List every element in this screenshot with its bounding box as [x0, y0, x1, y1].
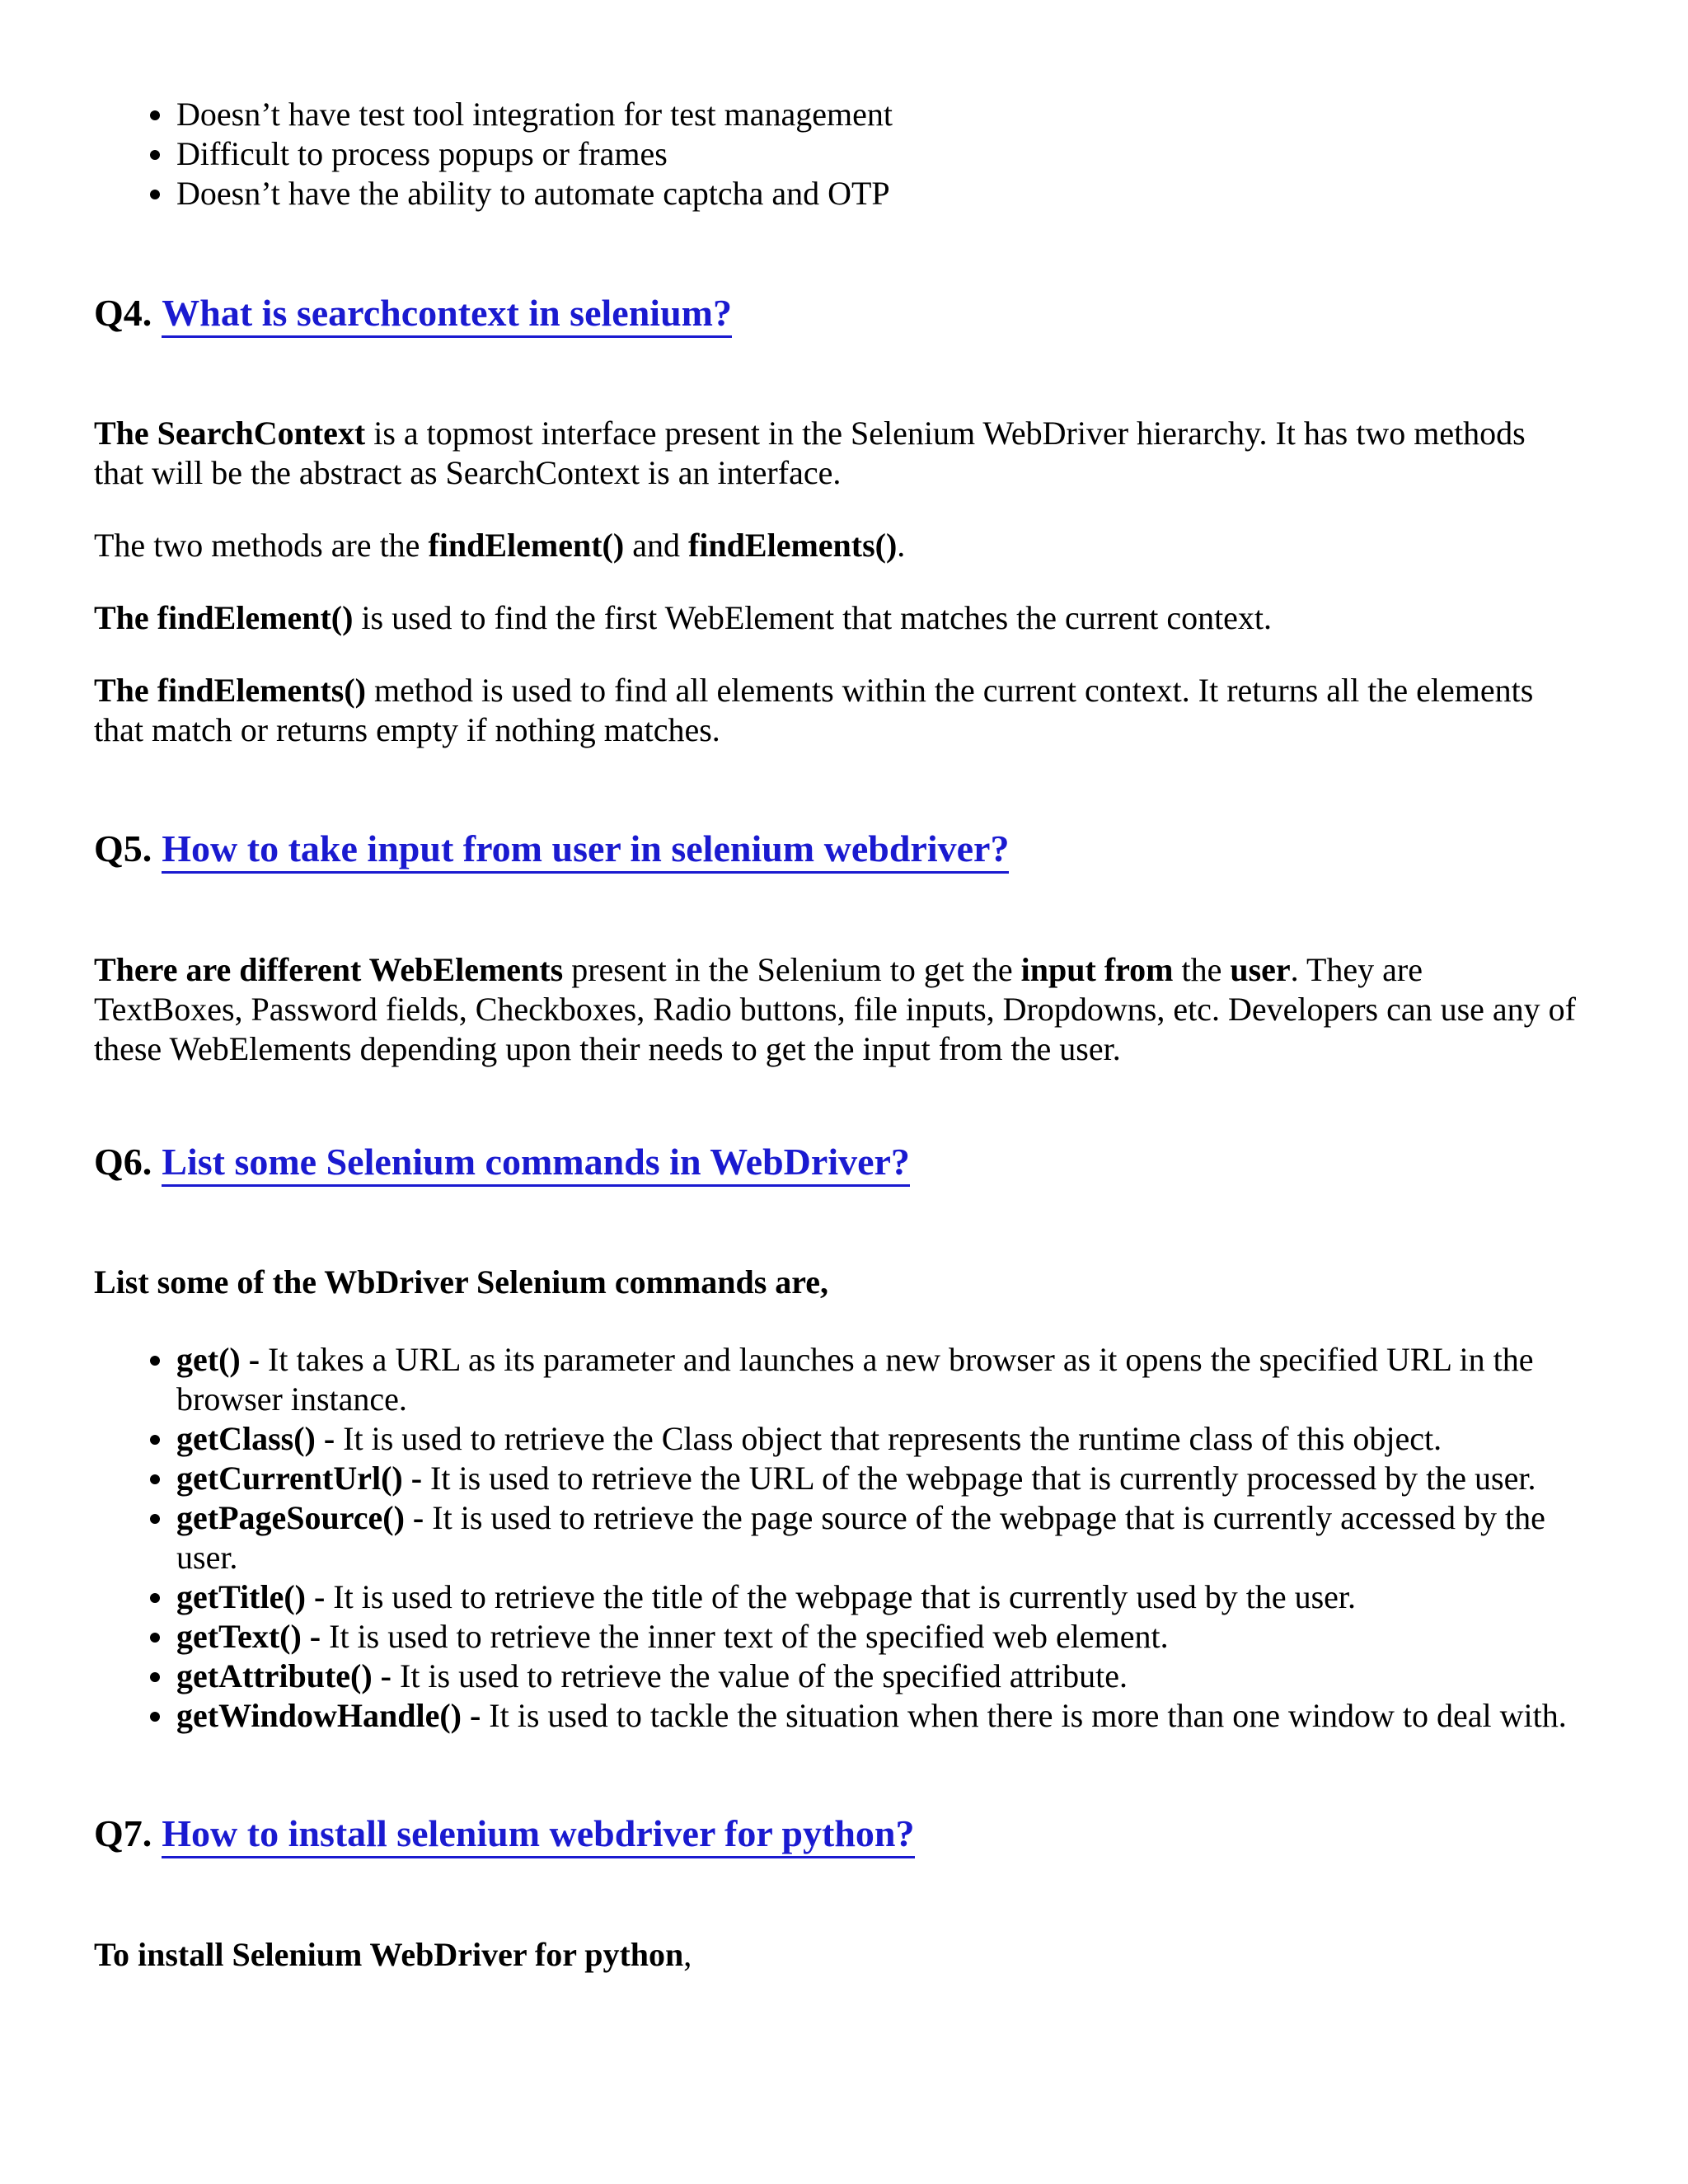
list-item: Doesn’t have the ability to automate captcha and OTP — [176, 174, 893, 213]
bullet-icon — [150, 1712, 160, 1722]
bullet-icon — [150, 1514, 160, 1524]
q5-paragraph: There are different WebElements present in the Selenium to get the input from the user. They are TextBoxes, Password fields, Checkboxes, Radio buttons, file inputs, Dropdowns, etc. Developers can use any of these WebElements depending upon their needs to get the input from the user. — [94, 951, 1576, 1067]
list-item: getTitle() - It is used to retrieve the title of the webpage that is currently used by the user. — [176, 1577, 1594, 1617]
bullet-icon — [150, 150, 160, 160]
q6-heading — [94, 1139, 910, 1185]
list-item: getCurrentUrl() - It is used to retrieve the URL of the webpage that is currently processed by the user. — [176, 1459, 1594, 1498]
bullet-icon — [150, 1593, 160, 1603]
bullet-icon — [150, 1435, 160, 1445]
list-item: getWindowHandle() - It is used to tackle the situation when there is more than one window to deal with. — [176, 1696, 1594, 1736]
bullet-icon — [150, 1633, 160, 1643]
bullet-icon — [150, 190, 160, 199]
list-item: get() - It takes a URL as its parameter and launches a new browser as it opens the specified URL in the browser instance. — [176, 1340, 1594, 1419]
list-item: getPageSource() - It is used to retrieve the page source of the webpage that is currently accessed by the user. — [176, 1498, 1594, 1577]
list-item: getAttribute() - It is used to retrieve the value of the specified attribute. — [176, 1657, 1594, 1696]
q5-heading — [94, 826, 1009, 872]
q5-number: Q5. — [94, 827, 152, 869]
bullet-icon — [150, 1672, 160, 1682]
bullet-icon — [150, 110, 160, 120]
q6-number: Q6. — [94, 1141, 152, 1183]
list-item: getText() - It is used to retrieve the inner text of the specified web element. — [176, 1617, 1594, 1657]
q6-title-link[interactable]: List some Selenium commands in WebDriver? — [162, 1141, 910, 1187]
q4-paragraph-1: The SearchContext is a topmost interface present in the Selenium WebDriver hierarchy. It has two methods that will be the abstract as SearchContext is an interface. — [94, 415, 1526, 491]
bullet-icon — [150, 1474, 160, 1484]
bullet-icon — [150, 1356, 160, 1366]
q7-heading — [94, 1811, 915, 1857]
q5-title-link[interactable]: How to take input from user in selenium webdriver? — [162, 827, 1009, 874]
q6-intro: List some of the WbDriver Selenium commands are, — [94, 1263, 829, 1301]
q7-title-link[interactable]: How to install selenium webdriver for python? — [162, 1812, 914, 1858]
intro-bullet-list — [176, 95, 893, 213]
q4-number: Q4. — [94, 292, 152, 334]
list-item: getClass() - It is used to retrieve the Class object that represents the runtime class of this object. — [176, 1419, 1594, 1459]
q4-title-link[interactable]: What is searchcontext in selenium? — [162, 292, 732, 338]
q4-paragraph-3: The findElement() is used to find the first WebElement that matches the current context. — [94, 599, 1273, 636]
q7-paragraph: To install Selenium WebDriver for python, — [94, 1936, 692, 1973]
q7-number: Q7. — [94, 1812, 152, 1854]
list-item: Doesn’t have test tool integration for test management — [176, 95, 893, 134]
list-item: Difficult to process popups or frames — [176, 134, 893, 174]
q4-paragraph-4: The findElements() method is used to find all elements within the current context. It returns all the elements that match or returns empty if nothing matches. — [94, 672, 1534, 748]
q4-heading — [94, 290, 732, 336]
q4-paragraph-2: The two methods are the findElement() and findElements(). — [94, 527, 906, 564]
q6-command-list — [176, 1340, 1594, 1736]
